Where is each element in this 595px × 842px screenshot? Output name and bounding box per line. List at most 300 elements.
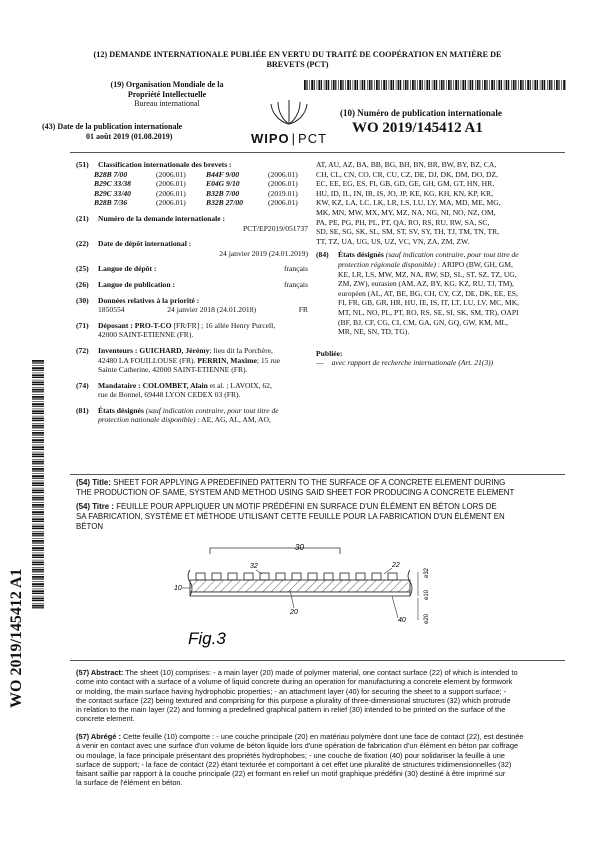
country-code-line: EC, EE, EG, ES, FI, GB, GD, GE, GH, GM, GT, HN, HR, [316,179,495,189]
relief-structure [292,573,301,580]
barcode-bar [317,80,318,90]
published-label: Publiée: [316,348,343,358]
barcode-bar [533,80,534,90]
inventor-1-name: GUICHARD, Jérémy [139,345,210,355]
pubnum-value: WO 2019/145412 A1 [352,120,483,136]
barcode-bar [32,461,44,463]
barcode-bar [32,514,44,515]
barcode-bar [426,80,428,90]
designated-nat-note2: protection nationale disponible) [98,415,196,425]
barcode-bar [32,466,44,467]
designated-reg-label: États désignés [338,250,384,260]
barcode-bar [419,80,421,90]
header-line-1: (12) DEMANDE INTERNATIONALE PUBLIÉE EN VERTU DU TRAITÉ DE COOPÉRATION EN MATIÈRE DE [93,50,502,59]
barcode-bar [32,365,44,366]
applicant-tag: (71) [76,320,89,330]
abstract-line: à venir en contact avec une surface d'un volume de béton liquide lors d'une opération de fabrication d'un élément en béton par coffrage [76,741,519,751]
barcode-bar [32,437,44,438]
barcode-bar [32,506,44,507]
appnum-value: PCT/EP2019/051737 [243,223,308,233]
country-code-line: TT, TZ, UA, UG, US, UZ, VC, VN, ZA, ZM, ZW. [316,236,470,246]
three-dimensional-structures [196,573,397,580]
org-name-2: Propriété Intellectuelle [127,89,207,99]
barcode-bar [32,470,44,471]
abstract-line: ou moulage, la face principale présentant des propriétés hydrophobes; - une couche de fixation (40) pour solidariser la feuille à une [76,750,505,760]
barcode-bar [534,80,536,90]
barcode-bar [32,581,44,582]
applicant-line2: 42000 SAINT-ETIENNE (FR). [98,330,194,340]
barcode-bar [369,80,371,90]
appnum-tag: (21) [76,213,89,223]
figure-3 [170,540,450,650]
org-tag: (19) [110,80,124,89]
ipc-code: B44F 9/00 [206,169,239,179]
regional-code-line: MR, NE, SN, TD, TG). [338,327,410,337]
regional-code-line: européen (AL, AT, BE, BG, CH, CY, CZ, DE, DK, EE, ES, [338,288,518,298]
pubnum-label: Numéro de publication internationale [357,108,502,118]
inventor-2-name: PERRIN, Maxime [197,355,257,365]
barcode-bar [446,80,447,90]
barcode-bar [367,80,368,90]
barcode-bar [32,434,44,435]
barcode-bar [32,502,44,503]
barcode-bar [326,80,328,90]
barcode-bar [32,459,44,460]
barcode-bar [32,490,44,492]
barcode-bar [32,439,44,441]
label-32: 32 [250,563,258,570]
agent-tag: (74) [76,380,89,390]
barcode-bar [328,80,329,90]
country-code-line: PA, PE, PG, PH, PL, PT, QA, RO, RS, RU, RW, SA, SC, [316,217,490,227]
abstract-divider [70,660,565,661]
relief-structure [228,573,237,580]
side-publication-number: WO 2019/145412 A1 [8,568,25,708]
barcode-bar [32,564,44,565]
barcode-bar [491,80,493,90]
abstract-line: surface de support; - la face de contact (22) étant texturée et comportant à cet effet une pluralité de structures tridimensionnelles (32) [76,759,512,769]
barcode-bar [513,80,515,90]
barcode-bar [453,80,454,90]
barcode-bar [558,80,559,90]
title-en-line2: THE PRODUCTION OF SAME, SYSTEM AND METHOD USING SAID SHEET FOR PRODUCING A CONCRETE ELEMENT [76,487,515,497]
barcode-bar [32,396,44,398]
barcode-bar [342,80,343,90]
org-bureau: Bureau international [134,99,200,109]
ipc-code: B28B 7/00 [94,169,128,179]
ipc-version: (2006.01) [156,198,186,208]
barcode-bar [309,80,310,90]
barcode-bar [477,80,479,90]
wipo-separator: | [291,131,297,146]
barcode-bar [549,80,551,90]
barcode-bar [458,80,459,90]
filing-value: 24 janvier 2019 (24.01.2019) [219,248,308,258]
org-name-1: Organisation Mondiale de la [125,80,224,89]
barcode-bar [32,540,44,542]
inventor-1-address: 42480 LA FOUILLOUSE (FR). [98,355,196,365]
ipc-version: (2006.01) [156,179,186,189]
title-fr-line1: FEUILLE POUR APPLIQUER UN MOTIF PRÉDÉFINI EN SURFACE D'UN ÉLÉMENT EN BÉTON LORS DE [116,502,497,511]
appnum-label: Numéro de la demande internationale : [98,213,226,223]
abstract-en-tag: (57) Abstract: [76,668,124,677]
title-fr-line3: BÉTON [76,521,104,531]
barcode-bar [434,80,436,90]
barcode-bar [407,80,408,90]
barcode-bar [32,418,44,420]
barcode-bar [360,80,361,90]
barcode-bar [32,550,44,551]
barcode-bar [403,80,404,90]
designated-nat-label: États désignés [98,405,144,415]
barcode-bar [32,409,44,410]
header-line-2: BREVETS (PCT) [266,60,329,69]
abstract-line: Cette feuille (10) comporte : - une couche principale (20) en matériau polymère dont une face de contact (22), est destinée [122,732,524,741]
ipc-version: (2006.01) [268,179,298,189]
abstract-en [76,668,566,724]
barcode-bar [353,80,354,90]
barcode-bar [475,80,476,90]
barcode-bar [425,80,426,90]
abstract-line: concrete element. [76,714,135,724]
barcode-bar [393,80,394,90]
barcode-bar [383,80,385,90]
barcode-bar [455,80,457,90]
barcode-bar [32,475,44,477]
country-code-line: MK, MN, MW, MX, MY, MZ, NA, NG, NI, NO, NZ, OM, [316,207,496,217]
label-40: 40 [398,617,406,624]
barcode-bar [450,80,451,90]
barcode-bar [32,398,44,399]
ipc-version: (2019.01) [268,188,298,198]
pub-lang-value: français [283,279,308,289]
label-10: 10 [174,585,182,592]
barcode-bar [462,80,464,90]
pub-lang-label: Langue de publication : [98,279,176,289]
barcode-bar [378,80,379,90]
barcode-bar [32,425,44,427]
barcode-bar [32,374,44,376]
right-column [316,160,566,368]
pubdate-value: 01 août 2019 (01.08.2019) [86,131,173,141]
barcode-bar [381,80,382,90]
barcode-bar [32,384,44,385]
barcode-bar [32,504,44,506]
barcode-bar [547,80,548,90]
published-dash: — [316,358,324,368]
barcode-bar [472,80,473,90]
classification-row [94,179,308,189]
barcode-bar [32,590,44,592]
barcode-bar [32,473,44,474]
designated-reg-note2: protection régionale disponible) [338,259,436,269]
title-en-tag: (54) Title: [76,478,111,487]
applicant-line1: [FR/FR] ; 16 allée Henry Purcell, [173,320,276,330]
main-layer [190,580,410,592]
barcode-bar [32,367,44,369]
barcode-bar [429,80,430,90]
barcode-bar [32,533,44,535]
barcode-bar [465,80,466,90]
ipc-code: E04G 9/10 [206,179,240,189]
barcode-bar [32,401,44,402]
barcode-bar [32,382,44,384]
barcode-bar [527,80,529,90]
barcode-bar [32,607,44,608]
barcode-bar [314,80,315,90]
barcode-bar [396,80,397,90]
filing-lang-tag: (25) [76,264,89,274]
pattern-bracket [210,548,340,554]
barcode-bar [32,449,44,450]
barcode-bar [376,80,378,90]
designated-nat-tag: (81) [76,405,89,415]
inventors-label: Inventeurs : [98,345,138,355]
class-tag: (51) [76,160,89,169]
barcode-bar [511,80,512,90]
barcode-bar [32,362,44,363]
barcode-bar [32,605,44,607]
priority-number: 1850554 [98,305,125,315]
regional-code-line: (BF, BJ, CF, CG, CI, CM, GA, GN, GQ, GW, KM, ML, [338,317,509,327]
barcode-bar [479,80,480,90]
abstract-line: faisant saillie par rapport à la couche principale (22) et formant en relief un motif graphique prédéfini (30) destiné à être imprimé sur [76,769,506,779]
barcode-bar [32,600,44,601]
barcode-bar [333,80,335,90]
relief-structure [196,573,205,580]
barcode-bar [390,80,392,90]
barcode-bar [32,420,44,421]
barcode-bar [484,80,486,90]
barcode-bar [311,80,313,90]
barcode-bar [32,391,44,392]
ipc-code: B29C 33/40 [94,188,131,198]
title-fr-line2: SA FABRICATION, SYSTÈME ET MÉTHODE UTILISANT CETTE FEUILLE POUR LA FABRICATION D'UN ÉLÉMENT EN [76,511,505,521]
title-fr-tag: (54) Titre : [76,502,115,511]
barcode-bar [32,389,44,391]
title-en [76,478,566,498]
barcode-bar [537,80,538,90]
pubdate-tag: (43) [42,122,56,131]
barcode-bar [357,80,358,90]
barcode-bar [389,80,390,90]
barcode-bar [374,80,375,90]
document-header [30,50,565,70]
pct-text: PCT [298,131,328,146]
barcode-bar [32,598,44,600]
inventors-tag: (72) [76,345,89,355]
barcode-bar [417,80,418,90]
barcode-bar [32,452,44,453]
barcode-bar [32,567,44,568]
filing-label: Date de dépôt international : [98,239,192,249]
priority-country: FR [298,305,308,315]
barcode-bar [335,80,336,90]
regional-code-line: MT, NL, NO, PL, PT, RO, RS, SE, SI, SK, SM, TR), OAPI [338,307,519,317]
label-20: 20 [290,609,298,616]
barcode-bar [32,518,44,520]
relief-structure [244,573,253,580]
barcode-bar [32,403,44,405]
barcode-bar [515,80,516,90]
relief-structure [260,573,269,580]
top-barcode [304,80,566,90]
barcode-bar [32,535,44,536]
abstract-line: The sheet (10) comprises: - a main layer (20) made of polymer material, one contact surface (22) of which is intended to [125,668,518,677]
designated-nat-codes: : AE, AG, AL, AM, AO, [195,415,271,425]
publication-number-block [340,108,565,137]
barcode-bar [345,80,346,90]
barcode-bar [441,80,443,90]
abstract-line: or molding, the main surface having hydrophobic properties; - an attachment layer (40) for securing the sheet to a support surface; - [76,686,507,696]
abstract-line: la surface de l'élément en béton. [76,778,183,788]
priority-tag: (30) [76,295,89,305]
relief-structure [340,573,349,580]
left-column [76,160,308,425]
wipo-emblem-icon [250,96,328,128]
abstract-fr [76,732,566,788]
inventor-2-text: ; 15 rue [256,355,281,365]
barcode-bar [32,427,44,428]
barcode-bar [520,80,522,90]
barcode-bar [354,80,356,90]
barcode-bar [32,511,44,513]
barcode-bar [338,80,339,90]
barcode-bar [32,499,44,500]
pubdate-label: Date de la publication internationale [57,122,183,131]
barcode-bar [32,596,44,597]
barcode-bar [32,553,44,554]
barcode-bar [422,80,423,90]
barcode-bar [439,80,440,90]
regional-code-line: KE, LR, LS, MW, MZ, NA, RW, SD, SL, ST, SZ, TZ, UG, [338,269,517,279]
barcode-bar [398,80,400,90]
barcode-bar [362,80,364,90]
inventor-1-text: ; lieu dit la Porchère, [209,345,273,355]
agent-label: Mandataire : [98,380,141,390]
designated-reg-tag: (84) [316,250,329,260]
filing-lang-value: français [283,264,308,274]
country-code-line: CH, CL, CN, CO, CR, CU, CZ, DE, DJ, DK, DM, DO, DZ, [316,169,499,179]
agent-text2: rue de Bonnel, 69448 LYON CEDEX 03 (FR). [98,390,241,400]
barcode-bar [32,373,44,374]
barcode-bar [32,446,44,448]
barcode-bar [561,80,562,90]
filing-lang-label: Langue de dépôt : [98,264,157,274]
barcode-bar [32,531,44,532]
barcode-bar [468,80,469,90]
agent-name: COLOMBET, Alain [142,380,208,390]
agent-text1: et al. ; LAVOIX, 62, [209,380,272,390]
wipo-logo [250,96,328,146]
abstract-line: come into contact with a surface of a volume of liquid concrete during an operation for manufacturing a concrete element by formwork [76,677,513,687]
class-label: Classification internationale des brevets : [98,160,232,169]
barcode-bar [497,80,498,90]
barcode-bar [32,370,44,371]
country-code-line: AT, AU, AZ, BA, BB, BG, BH, BN, BR, BW, BY, BZ, CA, [316,160,497,169]
barcode-bar [32,380,44,381]
barcode-bar [32,560,44,561]
country-code-line: KW, KZ, LA, LC, LK, LR, LS, LU, LY, MA, MD, ME, MG, [316,198,501,208]
barcode-bar [482,80,483,90]
dim-e10: e10 [424,589,430,600]
barcode-bar [32,394,44,395]
barcode-bar [32,542,44,543]
barcode-bar [304,80,306,90]
barcode-bar [443,80,444,90]
barcode-bar [32,593,44,594]
barcode-bar [400,80,401,90]
barcode-bar [32,442,44,443]
ipc-code: B28B 7/36 [94,198,128,208]
barcode-bar [321,80,322,90]
barcode-bar [32,481,44,482]
pubnum-tag: (10) [340,108,355,118]
relief-structure [276,573,285,580]
barcode-bar [32,432,44,434]
barcode-bar [364,80,365,90]
barcode-bar [461,80,462,90]
organisation-block [92,80,242,109]
applicant-name: PRO-T-CO [134,320,172,330]
barcode-bar [371,80,372,90]
barcode-bar [32,526,44,528]
figure-caption: Fig.3 [188,629,226,648]
barcode-bar [32,524,44,525]
barcode-bar [32,488,44,489]
barcode-bar [436,80,437,90]
regional-code-text: : ARIPO (BW, GH, GM, [436,259,513,269]
barcode-bar [32,557,44,558]
barcode-bar [530,80,531,90]
pub-lang-tag: (26) [76,279,89,289]
abstract-line: in relation to the main layer (22) and forming a predefined graphical pattern in relief (30) intended to be printed on the surface of the [76,705,506,715]
country-code-line: HU, ID, IL, IN, IR, IS, JO, JP, KE, KG, KH, KN, KP, KR, [316,188,493,198]
barcode-bar [306,80,307,90]
barcode-bar [331,80,332,90]
relief-structure [324,573,333,580]
barcode-bar [32,492,44,493]
abstract-fr-tag: (57) Abrégé : [76,732,121,741]
barcode-bar [32,578,44,579]
barcode-bar [32,545,44,546]
barcode-bar [32,509,44,510]
barcode-bar [340,80,342,90]
barcode-bar [405,80,407,90]
relief-structure [308,573,317,580]
barcode-bar [386,80,387,90]
barcode-bar [32,538,44,539]
barcode-bar [32,521,44,522]
barcode-bar [32,485,44,486]
barcode-bar [32,586,44,587]
ipc-code: B32B 27/00 [206,198,243,208]
designated-nat-note1: (sauf indication contraire, pour tout titre de [145,405,279,415]
barcode-bar [32,416,44,417]
barcode-bar [350,80,351,90]
barcode-bar [32,454,44,456]
barcode-bar [32,478,44,479]
barcode-bar [544,80,545,90]
barcode-bar [32,482,44,484]
barcode-bar [32,576,44,578]
header-divider [70,152,565,153]
barcode-bar [414,80,415,90]
classification-row [94,198,308,208]
country-code-line: SD, SE, SG, SK, SL, SM, ST, SV, SY, TH, TJ, TM, TN, TR, [316,227,500,237]
classification-row [94,170,308,180]
barcode-bar [554,80,555,90]
